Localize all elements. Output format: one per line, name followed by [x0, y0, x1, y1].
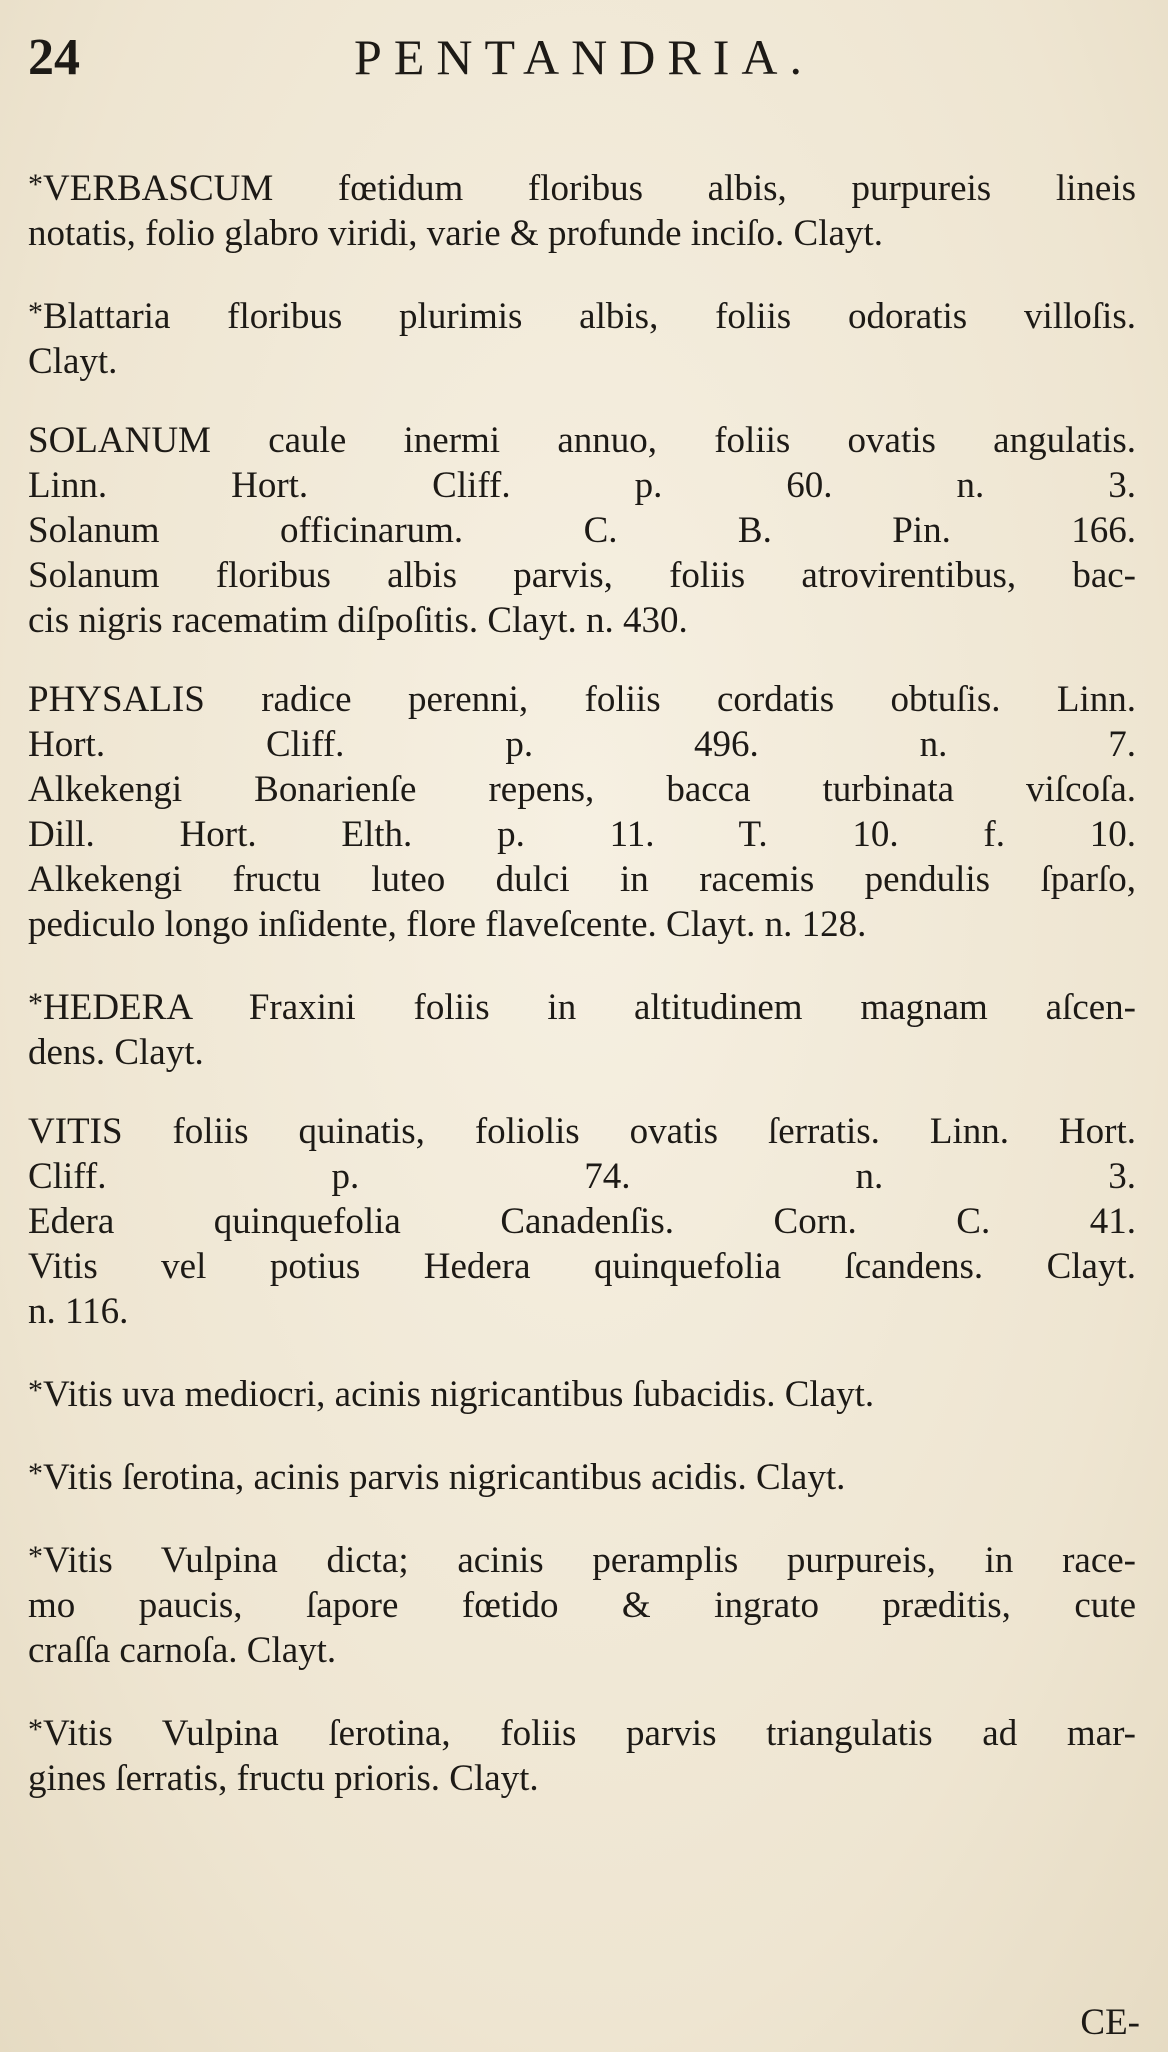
- entry-line: [28, 812, 1136, 857]
- entry-line: [28, 1244, 1136, 1289]
- species-entry: [28, 1707, 1136, 1801]
- entry-first-line: [28, 162, 1136, 211]
- entry-first-line: [28, 1707, 1136, 1756]
- asterisk-icon: *: [28, 168, 43, 201]
- entry-line: [28, 1154, 1136, 1199]
- entry-text: VITIS foliis quinatis, foliolis ovatis ſerratis. Linn. Hort.: [28, 1111, 1136, 1152]
- species-entry: [28, 677, 1136, 947]
- species-entry: [28, 1534, 1136, 1673]
- entry-text: gines ſerratis, fructu prioris. Clayt.: [28, 1758, 539, 1799]
- entry-first-line: [28, 418, 1136, 463]
- page-number: 24: [28, 29, 80, 86]
- entry-text: Clayt.: [28, 341, 118, 382]
- entry-text: VERBASCUM fœtidum floribus albis, purpureis lineis: [43, 168, 1136, 209]
- entry-text: Blattaria floribus plurimis albis, foliis odoratis villoſis.: [43, 296, 1136, 337]
- entry-line: [28, 339, 1136, 384]
- entry-text: Edera quinquefolia Canadenſis. Corn. C. 41.: [28, 1201, 1136, 1242]
- entry-first-line: [28, 1534, 1136, 1583]
- entry-line: [28, 1030, 1136, 1075]
- entry-first-line: [28, 677, 1136, 722]
- species-entry: [28, 290, 1136, 384]
- entry-text: dens. Clayt.: [28, 1032, 204, 1073]
- catchword: CE-: [1080, 2002, 1140, 2043]
- entry-line: [28, 1756, 1136, 1801]
- asterisk-icon: *: [28, 1713, 43, 1746]
- entry-line: [28, 902, 1136, 947]
- asterisk-icon: *: [28, 987, 43, 1020]
- entries-list: [28, 162, 1136, 1835]
- entry-text: cis nigris racematim diſpoſitis. Clayt. n. 430.: [28, 600, 688, 641]
- entry-first-line: [28, 290, 1136, 339]
- entry-line: [28, 722, 1136, 767]
- entry-line: [28, 1583, 1136, 1628]
- entry-text: Vitis Vulpina ſerotina, foliis parvis triangulatis ad mar-: [43, 1713, 1136, 1754]
- entry-first-line: [28, 981, 1136, 1030]
- asterisk-icon: *: [28, 1457, 43, 1490]
- entry-first-line: [28, 1451, 1136, 1500]
- entry-first-line: [28, 1109, 1136, 1154]
- entry-text: pediculo longo inſidente, flore flaveſcente. Clayt. n. 128.: [28, 904, 867, 945]
- entry-text: Vitis ſerotina, acinis parvis nigricantibus acidis. Clayt.: [43, 1457, 846, 1498]
- entry-text: Vitis vel potius Hedera quinquefolia ſcandens. Clayt.: [28, 1246, 1136, 1287]
- page-header: [28, 28, 1140, 98]
- entry-text: Alkekengi fructu luteo dulci in racemis pendulis ſparſo,: [28, 859, 1136, 900]
- entry-text: SOLANUM caule inermi annuo, foliis ovatis angulatis.: [28, 420, 1136, 461]
- species-entry: [28, 981, 1136, 1075]
- entry-line: [28, 598, 1136, 643]
- entry-text: Vitis Vulpina dicta; acinis peramplis purpureis, in race-: [43, 1540, 1136, 1581]
- species-entry: [28, 1368, 1136, 1417]
- species-entry: [28, 418, 1136, 643]
- entry-line: [28, 508, 1136, 553]
- entry-text: Solanum officinarum. C. B. Pin. 166.: [28, 510, 1136, 551]
- entry-line: [28, 1289, 1136, 1334]
- entry-text: notatis, folio glabro viridi, varie & profunde inciſo. Clayt.: [28, 213, 883, 254]
- entry-text: PHYSALIS radice perenni, foliis cordatis obtuſis. Linn.: [28, 679, 1136, 720]
- entry-text: HEDERA Fraxini foliis in altitudinem magnam aſcen-: [43, 987, 1136, 1028]
- entry-text: Dill. Hort. Elth. p. 11. T. 10. f. 10.: [28, 814, 1136, 855]
- entry-text: n. 116.: [28, 1291, 129, 1332]
- entry-text: Linn. Hort. Cliff. p. 60. n. 3.: [28, 465, 1136, 506]
- entry-text: Alkekengi Bonarienſe repens, bacca turbinata viſcoſa.: [28, 769, 1136, 810]
- species-entry: [28, 162, 1136, 256]
- asterisk-icon: *: [28, 1374, 43, 1407]
- asterisk-icon: *: [28, 296, 43, 329]
- entry-line: [28, 857, 1136, 902]
- species-entry: [28, 1451, 1136, 1500]
- entry-line: [28, 211, 1136, 256]
- entry-text: Cliff. p. 74. n. 3.: [28, 1156, 1136, 1197]
- entry-line: [28, 553, 1136, 598]
- entry-text: craſſa carnoſa. Clayt.: [28, 1630, 337, 1671]
- entry-line: [28, 1199, 1136, 1244]
- entry-text: mo paucis, ſapore fœtido & ingrato præditis, cute: [28, 1585, 1136, 1626]
- species-entry: [28, 1109, 1136, 1334]
- entry-line: [28, 767, 1136, 812]
- entry-text: Vitis uva mediocri, acinis nigricantibus ſubacidis. Clayt.: [43, 1374, 875, 1415]
- running-head: PENTANDRIA.: [354, 29, 814, 85]
- entry-text: Solanum floribus albis parvis, foliis atrovirentibus, bac-: [28, 555, 1136, 596]
- entry-first-line: [28, 1368, 1136, 1417]
- entry-line: [28, 463, 1136, 508]
- entry-line: [28, 1628, 1136, 1673]
- asterisk-icon: *: [28, 1540, 43, 1573]
- entry-text: Hort. Cliff. p. 496. n. 7.: [28, 724, 1136, 765]
